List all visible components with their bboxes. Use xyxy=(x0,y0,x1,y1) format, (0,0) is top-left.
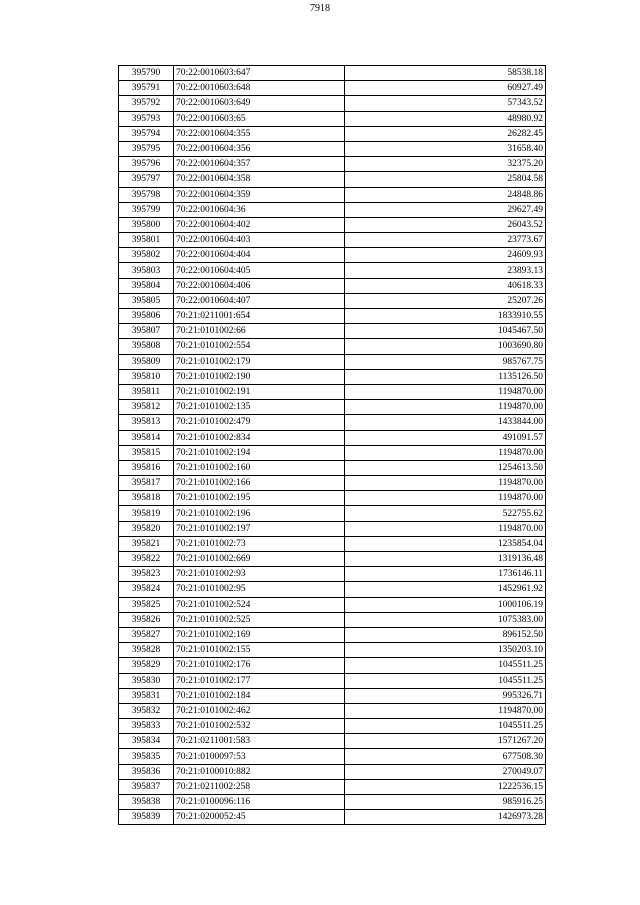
row-number-cell: 395835 xyxy=(119,749,174,764)
cadastral-number-cell: 70:21:0101002:195 xyxy=(174,491,345,506)
table-row xyxy=(119,400,546,415)
row-number-cell: 395814 xyxy=(119,430,174,445)
table-body xyxy=(119,66,546,825)
table-row xyxy=(119,111,546,126)
table-row xyxy=(119,749,546,764)
cadastral-number-cell: 70:21:0200052:45 xyxy=(174,810,345,825)
cadastral-number-cell: 70:21:0101002:169 xyxy=(174,627,345,642)
cadastral-value-cell: 1571267.20 xyxy=(345,734,546,749)
cadastral-value-cell: 522755.62 xyxy=(345,506,546,521)
cadastral-value-cell: 60927.49 xyxy=(345,81,546,96)
table-row xyxy=(119,779,546,794)
cadastral-value-cell: 1194870.00 xyxy=(345,400,546,415)
cadastral-number-cell: 70:22:0010604:402 xyxy=(174,217,345,232)
row-number-cell: 395834 xyxy=(119,734,174,749)
table-row xyxy=(119,202,546,217)
table-row xyxy=(119,141,546,156)
row-number-cell: 395812 xyxy=(119,400,174,415)
cadastral-value-cell: 23773.67 xyxy=(345,233,546,248)
cadastral-value-cell: 1000106.19 xyxy=(345,597,546,612)
row-number-cell: 395794 xyxy=(119,126,174,141)
cadastral-value-cell: 491091.57 xyxy=(345,430,546,445)
row-number-cell: 395819 xyxy=(119,506,174,521)
cadastral-value-cell: 985767.75 xyxy=(345,354,546,369)
row-number-cell: 395822 xyxy=(119,552,174,567)
cadastral-number-cell: 70:21:0101002:160 xyxy=(174,460,345,475)
table-row xyxy=(119,734,546,749)
cadastral-value-cell: 31658.40 xyxy=(345,141,546,156)
cadastral-number-cell: 70:21:0101002:834 xyxy=(174,430,345,445)
cadastral-number-cell: 70:22:0010604:403 xyxy=(174,233,345,248)
cadastral-value-cell: 1426973.28 xyxy=(345,810,546,825)
table-row xyxy=(119,658,546,673)
cadastral-number-cell: 70:22:0010604:405 xyxy=(174,263,345,278)
cadastral-value-cell: 1319136.48 xyxy=(345,552,546,567)
row-number-cell: 395838 xyxy=(119,795,174,810)
row-number-cell: 395796 xyxy=(119,157,174,172)
table-row xyxy=(119,233,546,248)
cadastral-number-cell: 70:22:0010604:357 xyxy=(174,157,345,172)
cadastral-number-cell: 70:21:0101002:197 xyxy=(174,521,345,536)
cadastral-number-cell: 70:21:0101002:462 xyxy=(174,703,345,718)
table-row xyxy=(119,476,546,491)
row-number-cell: 395839 xyxy=(119,810,174,825)
table-row xyxy=(119,309,546,324)
row-number-cell: 395803 xyxy=(119,263,174,278)
table-row xyxy=(119,445,546,460)
row-number-cell: 395790 xyxy=(119,66,174,81)
cadastral-value-cell: 57343.52 xyxy=(345,96,546,111)
row-number-cell: 395829 xyxy=(119,658,174,673)
cadastral-value-cell: 25804.58 xyxy=(345,172,546,187)
cadastral-value-cell: 1736146.11 xyxy=(345,567,546,582)
table-row xyxy=(119,795,546,810)
table-row xyxy=(119,703,546,718)
row-number-cell: 395820 xyxy=(119,521,174,536)
cadastral-number-cell: 70:21:0101002:191 xyxy=(174,384,345,399)
cadastral-number-cell: 70:21:0101002:166 xyxy=(174,476,345,491)
table-row xyxy=(119,430,546,445)
row-number-cell: 395832 xyxy=(119,703,174,718)
row-number-cell: 395830 xyxy=(119,673,174,688)
row-number-cell: 395826 xyxy=(119,612,174,627)
cadastral-value-cell: 1003690.80 xyxy=(345,339,546,354)
cadastral-number-cell: 70:21:0101002:95 xyxy=(174,582,345,597)
row-number-cell: 395836 xyxy=(119,764,174,779)
row-number-cell: 395805 xyxy=(119,293,174,308)
row-number-cell: 395807 xyxy=(119,324,174,339)
cadastral-value-cell: 1222536.15 xyxy=(345,779,546,794)
row-number-cell: 395815 xyxy=(119,445,174,460)
table-row xyxy=(119,567,546,582)
row-number-cell: 395811 xyxy=(119,384,174,399)
cadastral-number-cell: 70:21:0101002:179 xyxy=(174,354,345,369)
cadastral-value-cell: 26282.45 xyxy=(345,126,546,141)
row-number-cell: 395817 xyxy=(119,476,174,491)
cadastral-number-cell: 70:21:0211002:258 xyxy=(174,779,345,794)
table-row xyxy=(119,536,546,551)
cadastral-number-cell: 70:22:0010604:406 xyxy=(174,278,345,293)
cadastral-number-cell: 70:21:0101002:66 xyxy=(174,324,345,339)
cadastral-value-cell: 270049.07 xyxy=(345,764,546,779)
row-number-cell: 395818 xyxy=(119,491,174,506)
cadastral-value-cell: 677508.30 xyxy=(345,749,546,764)
cadastral-number-cell: 70:21:0101002:155 xyxy=(174,643,345,658)
row-number-cell: 395827 xyxy=(119,627,174,642)
cadastral-value-cell: 1045511.25 xyxy=(345,658,546,673)
table-row xyxy=(119,339,546,354)
row-number-cell: 395810 xyxy=(119,369,174,384)
cadastral-number-cell: 70:21:0101002:479 xyxy=(174,415,345,430)
cadastral-value-cell: 1194870.00 xyxy=(345,384,546,399)
cadastral-value-cell: 995326.71 xyxy=(345,688,546,703)
cadastral-value-cell: 23893.13 xyxy=(345,263,546,278)
cadastral-value-cell: 985916.25 xyxy=(345,795,546,810)
cadastral-value-cell: 26043.52 xyxy=(345,217,546,232)
cadastral-value-cell: 1833910.55 xyxy=(345,309,546,324)
table-row xyxy=(119,81,546,96)
table-row xyxy=(119,597,546,612)
cadastral-number-cell: 70:22:0010604:358 xyxy=(174,172,345,187)
cadastral-value-cell: 1045467.50 xyxy=(345,324,546,339)
table-row xyxy=(119,688,546,703)
cadastral-number-cell: 70:21:0101002:176 xyxy=(174,658,345,673)
row-number-cell: 395824 xyxy=(119,582,174,597)
page-number: 7918 xyxy=(310,3,330,14)
table-row xyxy=(119,96,546,111)
row-number-cell: 395821 xyxy=(119,536,174,551)
row-number-cell: 395823 xyxy=(119,567,174,582)
row-number-cell: 395831 xyxy=(119,688,174,703)
row-number-cell: 395797 xyxy=(119,172,174,187)
cadastral-number-cell: 70:21:0211001:654 xyxy=(174,309,345,324)
row-number-cell: 395813 xyxy=(119,415,174,430)
row-number-cell: 395828 xyxy=(119,643,174,658)
table-row xyxy=(119,673,546,688)
cadastral-value-cell: 29627.49 xyxy=(345,202,546,217)
cadastral-value-cell: 58538.18 xyxy=(345,66,546,81)
table-row xyxy=(119,582,546,597)
cadastral-number-cell: 70:22:0010604:404 xyxy=(174,248,345,263)
cadastral-number-cell: 70:21:0211001:583 xyxy=(174,734,345,749)
table-row xyxy=(119,248,546,263)
cadastral-number-cell: 70:22:0010603:65 xyxy=(174,111,345,126)
row-number-cell: 395795 xyxy=(119,141,174,156)
table-row xyxy=(119,187,546,202)
table-row xyxy=(119,415,546,430)
table-row xyxy=(119,491,546,506)
table-row xyxy=(119,764,546,779)
row-number-cell: 395793 xyxy=(119,111,174,126)
cadastral-number-cell: 70:21:0101002:554 xyxy=(174,339,345,354)
cadastral-value-cell: 1194870.00 xyxy=(345,445,546,460)
cadastral-number-cell: 70:21:0101002:669 xyxy=(174,552,345,567)
table-row xyxy=(119,126,546,141)
cadastral-value-cell: 25207.26 xyxy=(345,293,546,308)
row-number-cell: 395798 xyxy=(119,187,174,202)
cadastral-value-table xyxy=(118,65,546,825)
cadastral-number-cell: 70:21:0101002:525 xyxy=(174,612,345,627)
table-row xyxy=(119,369,546,384)
table-row xyxy=(119,627,546,642)
table-row xyxy=(119,324,546,339)
row-number-cell: 395809 xyxy=(119,354,174,369)
cadastral-number-cell: 70:22:0010604:356 xyxy=(174,141,345,156)
cadastral-number-cell: 70:21:0100097:53 xyxy=(174,749,345,764)
cadastral-value-cell: 1045511.25 xyxy=(345,719,546,734)
row-number-cell: 395816 xyxy=(119,460,174,475)
cadastral-number-cell: 70:22:0010604:36 xyxy=(174,202,345,217)
row-number-cell: 395837 xyxy=(119,779,174,794)
cadastral-value-cell: 24609.93 xyxy=(345,248,546,263)
cadastral-number-cell: 70:21:0100010:882 xyxy=(174,764,345,779)
cadastral-value-cell: 1194870.00 xyxy=(345,476,546,491)
table-row xyxy=(119,263,546,278)
table-row xyxy=(119,278,546,293)
row-number-cell: 395792 xyxy=(119,96,174,111)
row-number-cell: 395799 xyxy=(119,202,174,217)
table-row xyxy=(119,172,546,187)
cadastral-value-cell: 1194870.00 xyxy=(345,491,546,506)
cadastral-number-cell: 70:21:0101002:73 xyxy=(174,536,345,551)
row-number-cell: 395801 xyxy=(119,233,174,248)
table-row xyxy=(119,612,546,627)
row-number-cell: 395802 xyxy=(119,248,174,263)
table-row xyxy=(119,66,546,81)
cadastral-value-cell: 32375.20 xyxy=(345,157,546,172)
table-row xyxy=(119,354,546,369)
cadastral-value-cell: 1135126.50 xyxy=(345,369,546,384)
cadastral-number-cell: 70:22:0010603:647 xyxy=(174,66,345,81)
cadastral-number-cell: 70:21:0100096:116 xyxy=(174,795,345,810)
table-row xyxy=(119,643,546,658)
cadastral-number-cell: 70:21:0101002:190 xyxy=(174,369,345,384)
cadastral-value-cell: 1045511.25 xyxy=(345,673,546,688)
cadastral-number-cell: 70:21:0101002:93 xyxy=(174,567,345,582)
table-row xyxy=(119,217,546,232)
cadastral-value-cell: 1254613.50 xyxy=(345,460,546,475)
table-row xyxy=(119,460,546,475)
cadastral-number-cell: 70:21:0101002:532 xyxy=(174,719,345,734)
row-number-cell: 395806 xyxy=(119,309,174,324)
cadastral-value-cell: 1433844.00 xyxy=(345,415,546,430)
cadastral-number-cell: 70:21:0101002:184 xyxy=(174,688,345,703)
cadastral-number-cell: 70:21:0101002:177 xyxy=(174,673,345,688)
cadastral-number-cell: 70:22:0010603:649 xyxy=(174,96,345,111)
cadastral-number-cell: 70:22:0010604:359 xyxy=(174,187,345,202)
row-number-cell: 395808 xyxy=(119,339,174,354)
cadastral-value-cell: 896152.50 xyxy=(345,627,546,642)
cadastral-number-cell: 70:21:0101002:135 xyxy=(174,400,345,415)
row-number-cell: 395833 xyxy=(119,719,174,734)
cadastral-number-cell: 70:22:0010603:648 xyxy=(174,81,345,96)
cadastral-value-cell: 1350203.10 xyxy=(345,643,546,658)
row-number-cell: 395791 xyxy=(119,81,174,96)
cadastral-value-cell: 24848.86 xyxy=(345,187,546,202)
table-row xyxy=(119,810,546,825)
row-number-cell: 395825 xyxy=(119,597,174,612)
cadastral-number-cell: 70:21:0101002:194 xyxy=(174,445,345,460)
cadastral-value-cell: 1235854.04 xyxy=(345,536,546,551)
row-number-cell: 395800 xyxy=(119,217,174,232)
cadastral-value-cell: 1452961.92 xyxy=(345,582,546,597)
cadastral-number-cell: 70:22:0010604:355 xyxy=(174,126,345,141)
table-row xyxy=(119,384,546,399)
row-number-cell: 395804 xyxy=(119,278,174,293)
table-row xyxy=(119,506,546,521)
cadastral-number-cell: 70:21:0101002:524 xyxy=(174,597,345,612)
table-row xyxy=(119,521,546,536)
cadastral-value-cell: 1194870.00 xyxy=(345,703,546,718)
cadastral-value-cell: 48980.92 xyxy=(345,111,546,126)
table-row xyxy=(119,552,546,567)
cadastral-value-cell: 1075383.00 xyxy=(345,612,546,627)
table-row xyxy=(119,157,546,172)
cadastral-value-cell: 1194870.00 xyxy=(345,521,546,536)
table-row xyxy=(119,293,546,308)
cadastral-number-cell: 70:22:0010604:407 xyxy=(174,293,345,308)
cadastral-number-cell: 70:21:0101002:196 xyxy=(174,506,345,521)
table-row xyxy=(119,719,546,734)
cadastral-value-cell: 40618.33 xyxy=(345,278,546,293)
